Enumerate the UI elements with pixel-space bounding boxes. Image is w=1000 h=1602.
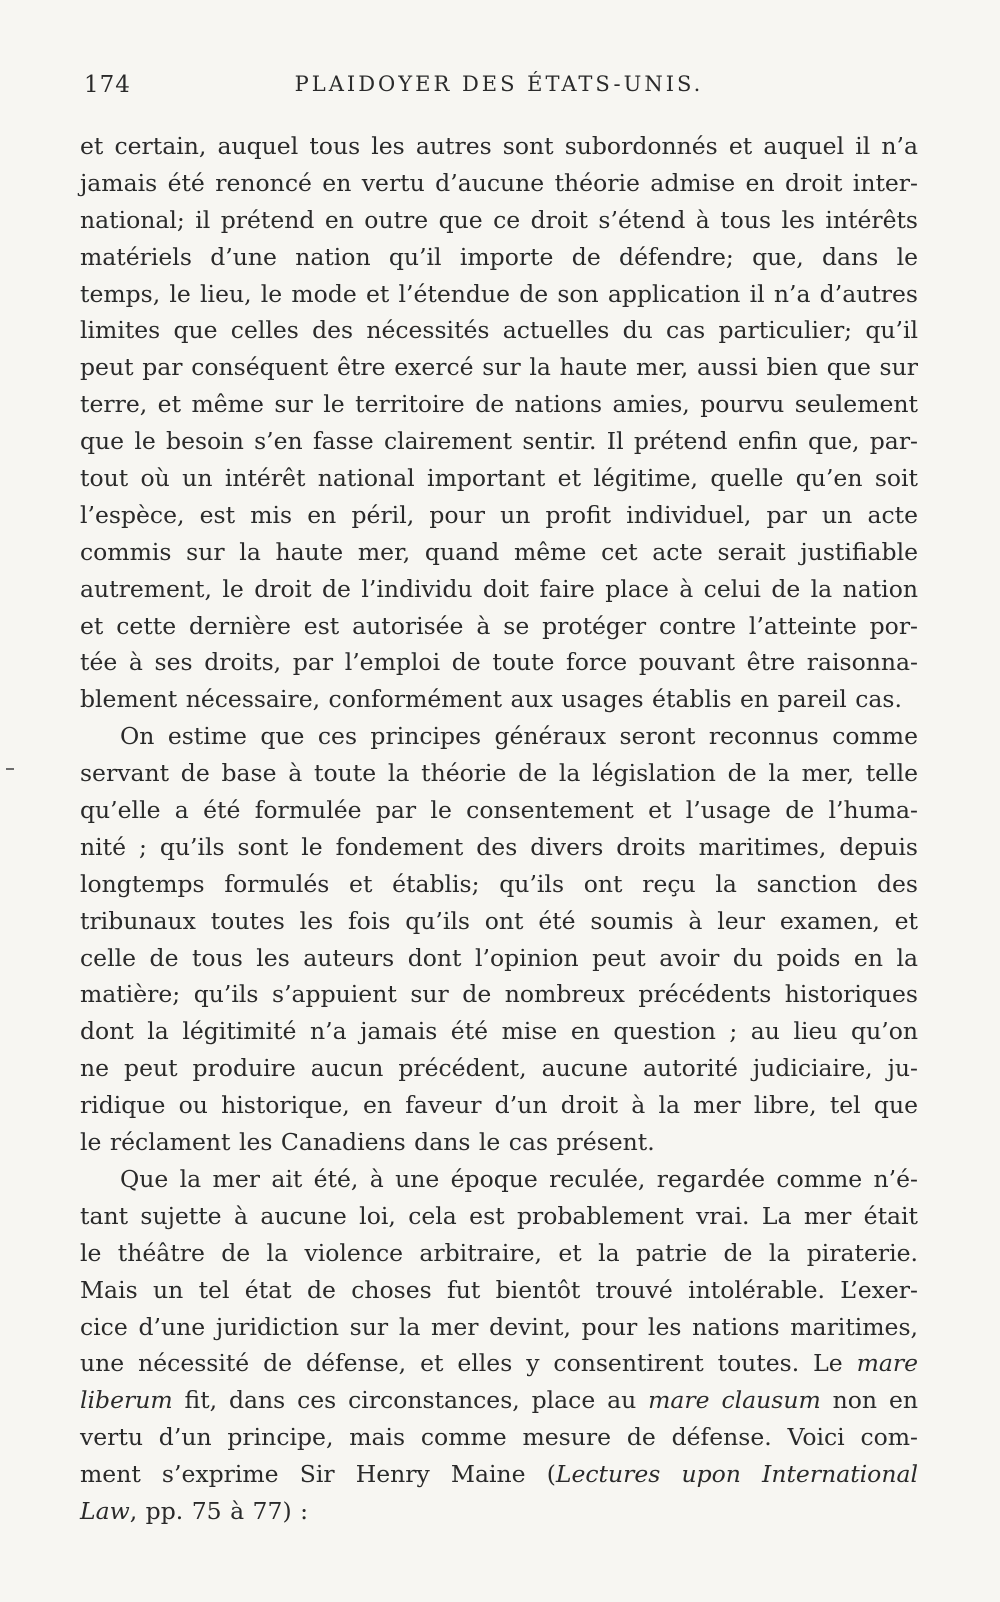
text-line: le théâtre de la violence arbitraire, et la patrie de la piraterie. <box>80 1238 918 1267</box>
text-line: autrement, le droit de l’individu doit faire place à celui de la nation <box>80 574 918 603</box>
margin-mark <box>6 768 14 770</box>
paragraph-end-line: le réclament les Canadiens dans le cas présent. <box>80 1128 655 1157</box>
text-line: une nécessité de défense, et elles y consentirent toutes. Le mare <box>80 1349 918 1378</box>
italic-citation: Law <box>80 1496 130 1525</box>
text-line: et certain, auquel tous les autres sont subordonnés et auquel il n’a <box>80 132 918 160</box>
running-title: PLAIDOYER DES ÉTATS-UNIS. <box>294 72 704 96</box>
text-line: celle de tous les auteurs dont l’opinion peut avoir du poids en la <box>80 943 918 972</box>
text-line: Mais un tel état de choses fut bientôt trouvé intolérable. L’exer- <box>80 1275 918 1304</box>
text-line: national; il prétend en outre que ce droit s’étend à tous les intérêts <box>80 205 918 234</box>
text-line: cice d’une juridiction sur la mer devint, pour les nations maritimes, <box>80 1312 918 1341</box>
text-line: limites que celles des nécessités actuelles du cas particulier; qu’il <box>80 316 918 345</box>
text-line: tout où un intérêt national important et légitime, quelle qu’en soit <box>80 464 918 493</box>
text-line: dont la légitimité n’a jamais été mise en question ; au lieu qu’on <box>80 1017 918 1046</box>
text-line: nité ; qu’ils sont le fondement des divers droits maritimes, depuis <box>80 832 918 861</box>
paragraph-start-line: Que la mer ait été, à une époque reculée, regardée comme n’é- <box>120 1164 918 1193</box>
text-line: l’espèce, est mis en péril, pour un profit individuel, par un acte <box>80 500 918 529</box>
text-line: ment s’exprime Sir Henry Maine (Lectures upon International <box>80 1460 918 1489</box>
text-line: matière; qu’ils s’appuient sur de nombreux précédents historiques <box>80 980 918 1009</box>
italic-citation: Lectures upon International <box>555 1460 918 1489</box>
text-line: terre, et même sur le territoire de nations amies, pourvu seulement <box>80 390 918 419</box>
body-text <box>80 128 918 1530</box>
text-line: tée à ses droits, par l’emploi de toute force pouvant être raisonna- <box>80 648 918 677</box>
italic-term: mare clausum <box>648 1386 821 1415</box>
text-line: peut par conséquent être exercé sur la haute mer, aussi bien que sur <box>80 353 918 382</box>
text-line: liberum fit, dans ces circonstances, place au mare clausum non en <box>80 1386 918 1415</box>
paragraph-end-line: blement nécessaire, conformément aux usages établis en pareil cas. <box>80 685 902 714</box>
text-line: ne peut produire aucun précédent, aucune autorité judiciaire, ju- <box>80 1054 918 1083</box>
text-line: commis sur la haute mer, quand même cet acte serait justifiable <box>80 537 918 566</box>
page-number: 174 <box>84 72 131 98</box>
text-line: temps, le lieu, le mode et l’étendue de son application il n’a d’autres <box>80 279 918 308</box>
paragraph-start-line: On estime que ces principes généraux seront reconnus comme <box>120 722 918 751</box>
text-line: que le besoin s’en fasse clairement sentir. Il prétend enfin que, par- <box>80 427 918 456</box>
text-line: matériels d’une nation qu’il importe de défendre; que, dans le <box>80 242 918 271</box>
italic-term: mare <box>856 1349 918 1378</box>
text-line: et cette dernière est autorisée à se protéger contre l’atteinte por- <box>80 611 918 640</box>
text-line: tribunaux toutes les fois qu’ils ont été soumis à leur examen, et <box>80 906 918 935</box>
text-line: servant de base à toute la théorie de la législation de la mer, telle <box>80 759 918 788</box>
paragraph-end-line: Law, pp. 75 à 77) : <box>80 1496 309 1525</box>
text-line: jamais été renoncé en vertu d’aucune théorie admise en droit inter- <box>80 168 918 197</box>
text-line: ridique ou historique, en faveur d’un droit à la mer libre, tel que <box>80 1091 918 1120</box>
page-header <box>84 72 914 112</box>
text-line: tant sujette à aucune loi, cela est probablement vrai. La mer était <box>80 1201 918 1230</box>
text-line: qu’elle a été formulée par le consentement et l’usage de l’huma- <box>80 796 918 825</box>
italic-term: liberum <box>80 1386 173 1415</box>
text-line: vertu d’un principe, mais comme mesure de défense. Voici com- <box>80 1423 918 1452</box>
text-line: longtemps formulés et établis; qu’ils ont reçu la sanction des <box>80 869 918 898</box>
